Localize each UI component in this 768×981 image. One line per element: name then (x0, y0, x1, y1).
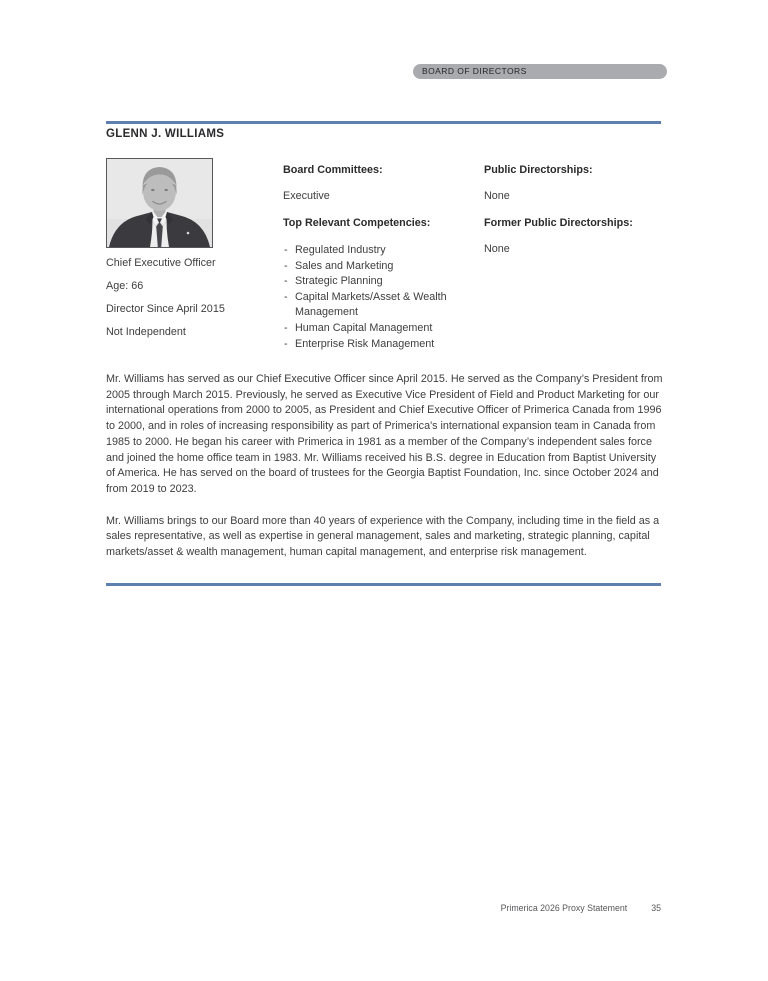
competencies-list (283, 243, 475, 352)
competency-item: - Capital Markets/Asset & Wealth Management (283, 290, 475, 321)
directorships-column (484, 164, 664, 270)
competency-item: - Strategic Planning (283, 274, 475, 290)
director-photo (106, 158, 213, 248)
bottom-divider-rule (106, 583, 661, 586)
public-directorships-value: None (484, 190, 510, 202)
director-profile-info (106, 257, 225, 349)
page-footer (106, 903, 661, 913)
competency-item: - Regulated Industry (283, 243, 475, 259)
board-committees-label: Board Committees: (283, 164, 383, 176)
former-public-directorships-label: Former Public Directorships: (484, 217, 633, 229)
bio-paragraph-2: Mr. Williams brings to our Board more than 40 years of experience with the Company, including time in the field as a sales representative, as well as expertise in general management, sales and marketing, strategic planning, capital markets/asset & wealth management, human capital management, and enterprise risk management. (106, 514, 660, 559)
board-committees-value: Executive (283, 190, 330, 202)
competency-item: - Human Capital Management (283, 321, 475, 337)
committees-competencies-column (283, 164, 475, 352)
former-public-directorships-value: None (484, 243, 510, 255)
bio-paragraph-1: Mr. Williams has served as our Chief Executive Officer since April 2015. He served as the Company’s President from 2005 through March 2015. Previously, he served as Executive Vice President of Field and Product Marketing for our international operations from 2000 to 2005, as President and Chief Executive Officer of Primerica Canada from 1996 to 2000, and in roles of increasing responsibility as part of Primerica's international expansion team in Canada from 1985 to 2000. He began his career with Primerica in 1981 as a member of the Company’s independent sales force and joined the home office team in 1983. Mr. Williams received his B.S. degree in Education from Baptist University of America. He has served on the board of trustees for the Georgia Baptist Foundation, Inc. since October 2024 and from 2019 to 2023. (106, 373, 663, 495)
director-tenure: Director Since April 2015 (106, 303, 225, 315)
bio-section (106, 372, 663, 577)
competency-item: - Sales and Marketing (283, 259, 475, 275)
competency-item: - Enterprise Risk Management (283, 337, 475, 353)
competencies-label: Top Relevant Competencies: (283, 217, 431, 229)
headshot-illustration (107, 159, 212, 247)
footer-text: Primerica 2026 Proxy Statement (500, 903, 628, 913)
director-title: Chief Executive Officer (106, 257, 216, 269)
public-directorships-label: Public Directorships: (484, 164, 593, 176)
director-name: GLENN J. WILLIAMS (106, 128, 225, 140)
section-tab-label: BOARD OF DIRECTORS (422, 66, 527, 76)
top-divider-rule (106, 121, 661, 124)
footer-page-number: 35 (651, 903, 661, 913)
director-age: Age: 66 (106, 280, 144, 292)
director-independence: Not Independent (106, 326, 186, 338)
section-tab (413, 64, 667, 79)
